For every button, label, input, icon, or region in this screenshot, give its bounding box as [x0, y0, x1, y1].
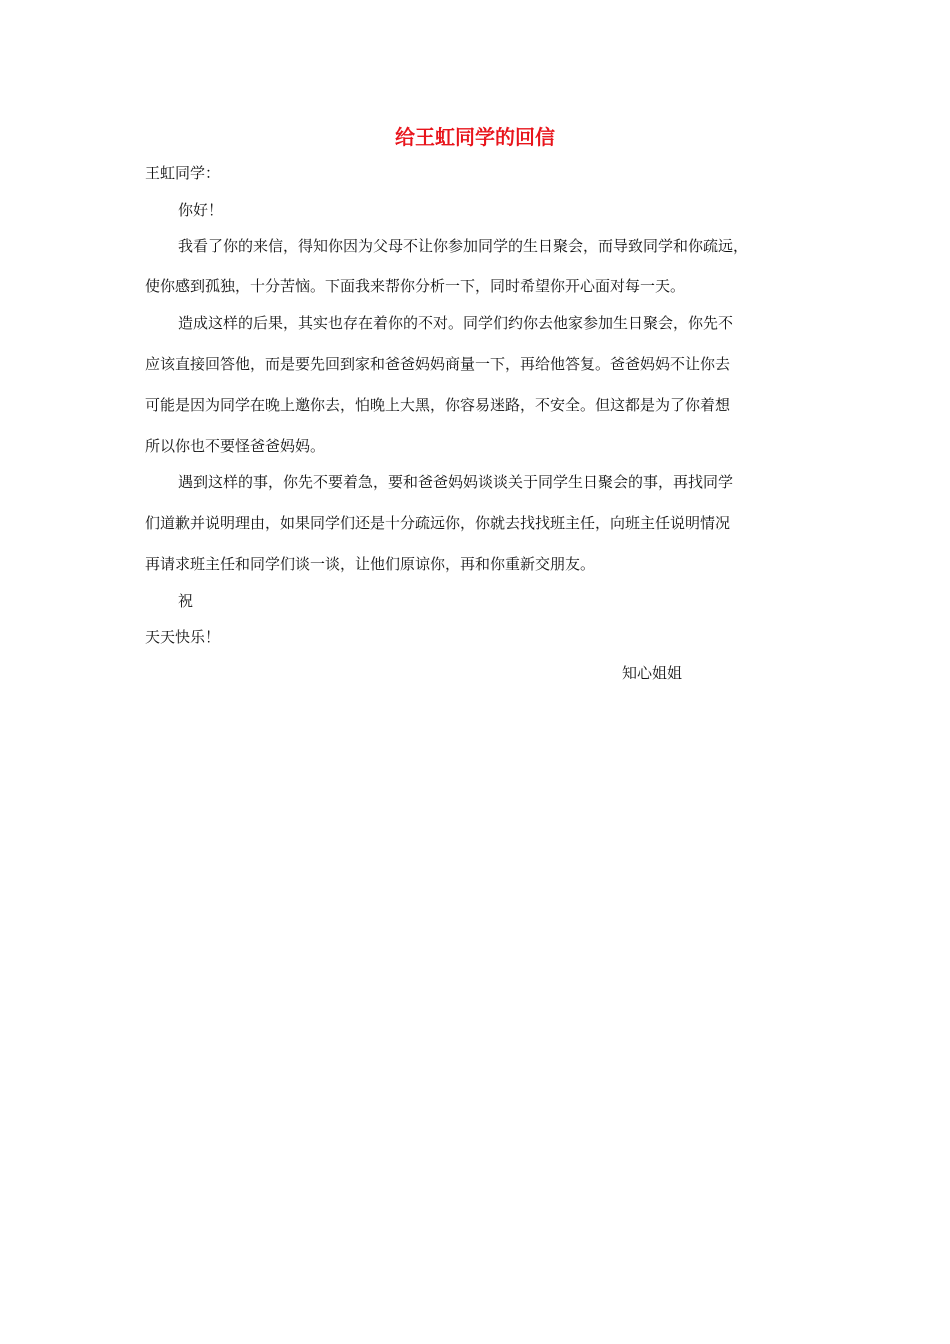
paragraph-3-line-1: 遇到这样的事，你先不要着急，要和爸爸妈妈谈谈关于同学生日聚会的事，再找同学 [178, 473, 734, 491]
paragraph-3-line-3: 再请求班主任和同学们谈一谈，让他们原谅你，再和你重新交朋友。 [145, 555, 596, 573]
salutation: 王虹同学： [145, 164, 221, 182]
paragraph-1-line-2: 使你感到孤独，十分苦恼。下面我来帮你分析一下，同时希望你开心面对每一天。 [145, 277, 686, 295]
greeting: 你好！ [178, 201, 224, 219]
closing-blessing: 天天快乐！ [145, 628, 221, 646]
paragraph-2-line-1: 造成这样的后果，其实也存在着你的不对。同学们约你去他家参加生日聚会，你先不 [178, 314, 734, 332]
paragraph-2-line-4: 所以你也不要怪爸爸妈妈。 [145, 437, 326, 455]
closing-wish: 祝 [178, 592, 194, 610]
letter-title: 给王虹同学的回信 [395, 125, 555, 149]
paragraph-2-line-3: 可能是因为同学在晚上邀你去，怕晚上大黑，你容易迷路，不安全。但这都是为了你着想 [145, 396, 731, 414]
paragraph-3-line-2: 们道歉并说明理由，如果同学们还是十分疏远你，你就去找找班主任，向班主任说明情况 [145, 514, 731, 532]
paragraph-1-line-1: 我看了你的来信，得知你因为父母不让你参加同学的生日聚会，而导致同学和你疏远， [178, 237, 749, 255]
paragraph-2-line-2: 应该直接回答他，而是要先回到家和爸爸妈妈商量一下，再给他答复。爸爸妈妈不让你去 [145, 355, 731, 373]
signature: 知心姐姐 [622, 664, 683, 682]
